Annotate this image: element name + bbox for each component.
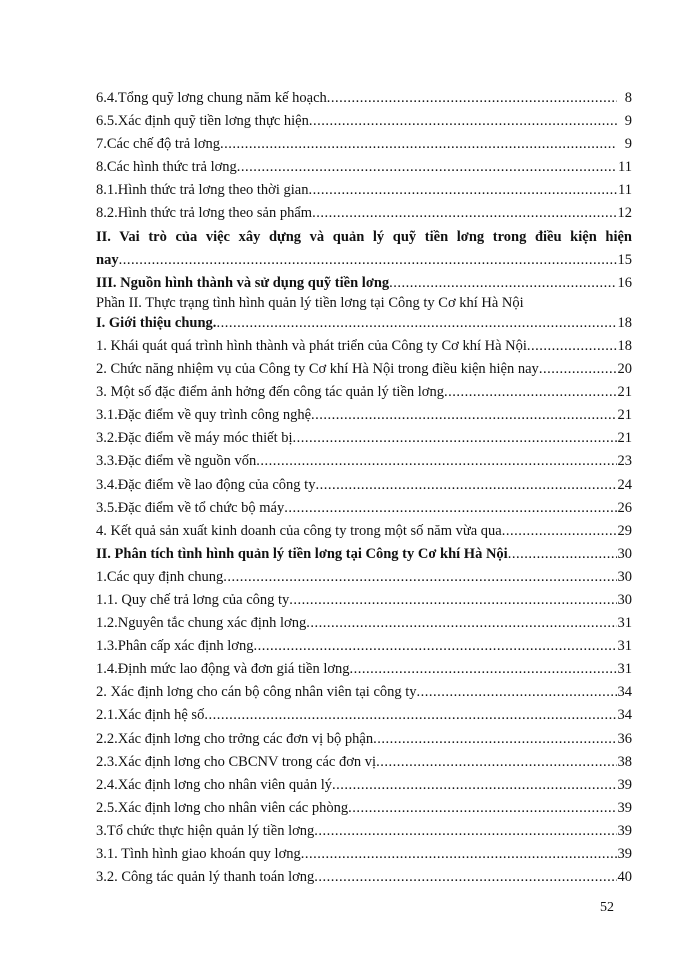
toc-entry (96, 820, 632, 843)
dot-leader (237, 156, 617, 179)
toc-entry-page: 18 (617, 337, 632, 354)
toc-entry-label: Phần II. Thực trạng tình hình quản lý tiền lơng tại Công ty Cơ khí Hà Nội (96, 294, 524, 311)
toc-entry (96, 589, 632, 612)
toc-entry-label: 2.1.Xác định hệ số (96, 707, 205, 724)
toc-entry (96, 843, 632, 866)
toc-entry-label: 8.2.Hình thức trả lơng theo sản phẩm (96, 205, 313, 222)
toc-entry-label: 3. Một số đặc điểm ảnh hởng đến công tác quản lý tiền lơng (96, 384, 444, 401)
toc-entry (96, 87, 632, 110)
toc-entry-page: 30 (617, 568, 632, 585)
toc-entry-label: I. Giới thiệu chung. (96, 314, 217, 331)
toc-entry (96, 681, 632, 704)
toc-entry (96, 404, 632, 427)
toc-entry (96, 179, 632, 202)
dot-leader (444, 381, 617, 404)
dot-leader (293, 427, 617, 450)
dot-leader (350, 658, 617, 681)
toc-entry-page: 9 (624, 136, 632, 153)
toc-entry (96, 295, 632, 312)
dot-leader (314, 820, 616, 843)
toc-entry (96, 381, 632, 404)
toc-entry-page: 39 (617, 776, 632, 793)
toc-entry-label: 6.5.Xác định quỹ tiền lơng thực hiện (96, 113, 309, 130)
toc-entry-label: 1.3.Phân cấp xác định lơng (96, 638, 254, 655)
toc-entry-label: 2.3.Xác định lơng cho CBCNV trong các đơn vị (96, 753, 377, 770)
dot-leader (289, 589, 616, 612)
toc-entry-label: 4. Kết quả sản xuất kinh doanh của công ty trong một số năm vừa qua (96, 522, 502, 539)
toc-entry (96, 635, 632, 658)
toc-entry-label: 2. Xác định lơng cho cán bộ công nhân viên tại công ty (96, 684, 417, 701)
toc-entry-page: 39 (617, 799, 632, 816)
toc-entry-page: 30 (617, 545, 632, 562)
dot-leader (204, 704, 616, 727)
dot-leader (502, 520, 617, 543)
toc-entry-page: 16 (617, 274, 632, 291)
dot-leader (309, 110, 617, 133)
dot-leader (332, 774, 617, 797)
toc-entry-page: 8 (624, 90, 632, 106)
toc-entry-label: 1.2.Nguyên tắc chung xác định lơng (96, 615, 307, 632)
toc-entry (96, 358, 632, 381)
toc-entry-page: 12 (617, 205, 632, 222)
toc-entry-label: 3.4.Đặc điểm về lao động của công ty (96, 476, 316, 493)
toc-entry-label: 3.2.Đặc điểm về máy móc thiết bị (96, 430, 293, 447)
toc-entry (96, 520, 632, 543)
toc-entry-label: II. Vai trò của việc xây dựng và quản lý quỹ tiền lơng trong điều kiện hiện (96, 228, 632, 245)
dot-leader (223, 566, 616, 589)
dot-leader (315, 474, 616, 497)
toc-entry-label: 2.5.Xác định lơng cho nhân viên các phòng (96, 799, 349, 816)
toc-entry (96, 866, 632, 889)
dot-leader (312, 202, 616, 225)
toc-entry (96, 612, 632, 635)
toc-entry-page: 31 (617, 661, 632, 678)
toc-entry-label: 3.2. Công tác quản lý thanh toán lơng (96, 869, 315, 886)
toc-entry-label: 3.1. Tình hình giao khoán quy lơng (96, 846, 301, 862)
dot-leader (311, 404, 616, 427)
toc-entry-label: 3.3.Đặc điểm về nguồn vốn (96, 453, 257, 470)
toc-entry (96, 543, 632, 566)
page-number: 52 (600, 900, 614, 915)
toc-entry (96, 497, 632, 520)
dot-leader (508, 543, 617, 566)
dot-leader (373, 728, 616, 751)
table-of-contents (96, 87, 632, 889)
toc-entry (96, 226, 632, 272)
toc-entry (96, 566, 632, 589)
toc-entry (96, 133, 632, 156)
toc-entry-page: 15 (617, 251, 632, 268)
toc-entry (96, 751, 632, 774)
toc-entry-page: 20 (617, 361, 632, 378)
dot-leader (216, 312, 616, 335)
toc-entry-label: 1.4.Định mức lao động và đơn giá tiền lơng (96, 661, 350, 678)
toc-entry-page: 31 (617, 615, 632, 632)
dot-leader (253, 635, 616, 658)
toc-entry (96, 728, 632, 751)
toc-entry-label: II. Phân tích tình hình quản lý tiền lơng tại Công ty Cơ khí Hà Nội (96, 545, 508, 562)
toc-entry-label: 1.1. Quy chế trả lơng của công ty (96, 591, 290, 608)
dot-leader (119, 249, 617, 272)
toc-entry-label: 1.Các quy định chung (96, 568, 224, 585)
dot-leader (284, 497, 616, 520)
dot-leader (417, 681, 617, 704)
toc-entry-page: 34 (617, 684, 632, 701)
dot-leader (327, 87, 617, 110)
toc-entry-page: 38 (617, 753, 632, 770)
toc-entry-label: 8.1.Hình thức trả lơng theo thời gian (96, 182, 309, 199)
toc-entry-page: 26 (617, 499, 632, 516)
toc-entry-label: III. Nguồn hình thành và sử dụng quỹ tiền lơng (96, 274, 390, 291)
toc-entry-page: 21 (617, 384, 632, 401)
toc-entry (96, 312, 632, 335)
toc-entry-page: 39 (617, 822, 632, 839)
toc-entry-label: 2. Chức năng nhiệm vụ của Công ty Cơ khí Hà Nội trong điều kiện hiện nay (96, 361, 539, 378)
dot-leader (314, 866, 616, 889)
toc-entry-label: 3.1.Đặc điểm về quy trình công nghệ (96, 407, 312, 424)
toc-entry-label: 2.2.Xác định lơng cho trởng các đơn vị bộ phận (96, 730, 374, 747)
toc-entry (96, 704, 632, 727)
dot-leader (256, 450, 616, 473)
toc-entry (96, 335, 632, 358)
toc-entry-page: 21 (617, 430, 632, 447)
toc-entry (96, 272, 632, 295)
dot-leader (527, 335, 617, 358)
dot-leader (306, 612, 616, 635)
toc-entry-page: 11 (618, 159, 632, 176)
toc-entry (96, 774, 632, 797)
dot-leader (220, 133, 617, 156)
dot-leader (348, 797, 616, 820)
dot-leader (301, 843, 617, 866)
toc-entry (96, 474, 632, 497)
dot-leader (389, 272, 616, 295)
toc-entry-page: 18 (617, 314, 632, 331)
toc-entry-page: 23 (617, 453, 632, 470)
toc-entry-page: 36 (617, 730, 632, 747)
toc-entry (96, 658, 632, 681)
toc-entry (96, 797, 632, 820)
toc-entry-page: 29 (617, 522, 632, 539)
toc-entry-page: 9 (624, 113, 632, 130)
toc-entry-label: 2.4.Xác định lơng cho nhân viên quản lý (96, 776, 332, 793)
dot-leader (376, 751, 616, 774)
toc-entry-page: 34 (617, 707, 632, 724)
toc-entry-label: 7.Các chế độ trả lơng (96, 136, 221, 153)
toc-entry-page: 39 (617, 846, 632, 862)
toc-entry-label: 3.5.Đặc điểm về tổ chức bộ máy (96, 499, 285, 516)
dot-leader (539, 358, 617, 381)
toc-entry-label: 3.Tổ chức thực hiện quản lý tiền lơng (96, 822, 315, 839)
toc-entry (96, 110, 632, 133)
toc-entry-page: 30 (617, 591, 632, 608)
toc-entry-page: 11 (618, 182, 632, 199)
toc-entry-label: 8.Các hình thức trả lơng (96, 159, 237, 176)
toc-entry-page: 21 (617, 407, 632, 424)
toc-entry (96, 427, 632, 450)
toc-entry-page: 40 (617, 869, 632, 886)
toc-entry-label: 1. Khái quát quá trình hình thành và phát triển của Công ty Cơ khí Hà Nội (96, 337, 527, 354)
toc-entry (96, 156, 632, 179)
toc-entry-page: 31 (617, 638, 632, 655)
toc-entry-label: 6.4.Tổng quỹ lơng chung năm kế hoạch (96, 90, 327, 106)
dot-leader (308, 179, 617, 202)
toc-entry (96, 202, 632, 225)
toc-entry-page: 24 (617, 476, 632, 493)
toc-entry (96, 450, 632, 473)
toc-entry-label-continued: nay (96, 251, 119, 268)
